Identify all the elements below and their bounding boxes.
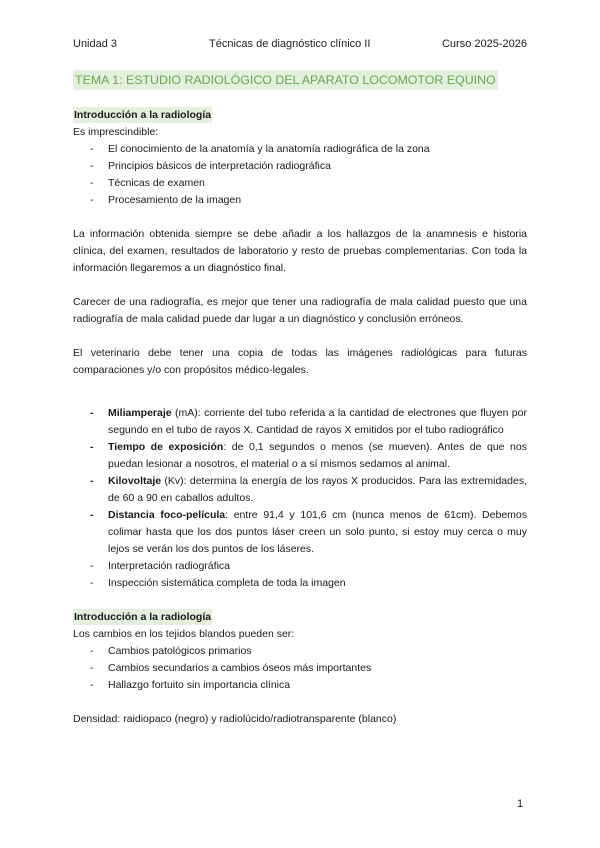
- exposure-factors-list: [73, 405, 527, 592]
- list-item: - Hallazgo fortuito sin importancia clínica: [73, 677, 527, 694]
- list-item: - Cambios secundarios a cambios óseos más importantes: [73, 660, 527, 677]
- dash-marker: -: [90, 679, 94, 691]
- list-item: - Principios básicos de interpretación radiográfica: [73, 158, 527, 175]
- soft-tissue-changes-list: [73, 643, 527, 694]
- document-title: TEMA 1: ESTUDIO RADIOLÓGICO DEL APARATO LOCOMOTOR EQUINO: [73, 70, 498, 90]
- list-item: - Cambios patológicos primarios: [73, 643, 527, 660]
- page-header: [73, 38, 527, 52]
- paragraph-quality: Carecer de una radiografía, es mejor que tener una radiografía de mala calidad puesto que una radiografía de mala calidad puede dar lugar a un diagnóstico y conclusión erróneos.: [73, 296, 527, 325]
- paragraph-information: La información obtenida siempre se debe añadir a los hallazgos de la anamnesis e historia clínica, del examen, resultados de laboratorio y resto de pruebas complementarias. Con toda la información llegaremos a un diagnóstico final.: [73, 228, 527, 274]
- paragraph-copies: El veterinario debe tener una copia de todas las imágenes radiológicas para futuras comparaciones y/o con propósitos médico-legales.: [73, 347, 527, 376]
- dash-marker: -: [90, 577, 94, 589]
- list-item: - Procesamiento de la imagen: [73, 192, 527, 209]
- document-body: [73, 107, 527, 728]
- list-item-inspeccion: - Inspección sistemática completa de toda la imagen: [73, 575, 527, 592]
- list-item-miliamperaje: - Miliamperaje (mA): corriente del tubo referida a la cantidad de electrones que fluyen por segundo en el tubo de rayos X. Cantidad de rayos X emitidos por el tubo radiográfico: [90, 407, 527, 436]
- dash-marker: -: [90, 560, 94, 572]
- page-number: 1: [517, 798, 524, 810]
- section-1-intro: Es imprescindible:: [73, 126, 159, 138]
- density-note: Densidad: raidiopaco (negro) y radiolúcido/radiotransparente (blanco): [73, 713, 397, 725]
- requirements-list: [73, 141, 527, 209]
- dash-marker: -: [90, 143, 94, 155]
- header-course: Curso 2025-2026: [441, 38, 527, 50]
- list-item-kilovoltaje: - Kilovoltaje (Kv): determina la energía de los rayos X producidos. Para las extremidades, de 60 a 90 en caballos adultos.: [90, 475, 527, 504]
- dash-marker: -: [90, 509, 94, 521]
- dash-marker: -: [90, 441, 94, 453]
- list-item-tiempo: - Tiempo de exposición: de 0,1 segundos o menos (se mueven). Antes de que nos puedan lesionar a nosotros, el material o a sí mismos sedamos al animal.: [90, 441, 527, 470]
- dash-marker: -: [90, 160, 94, 172]
- dash-marker: -: [90, 407, 94, 419]
- header-unit: Unidad 3: [73, 38, 118, 50]
- section-heading-2: Introducción a la radiología: [74, 611, 212, 623]
- dash-marker: -: [90, 645, 94, 657]
- list-item: - El conocimiento de la anatomía y la anatomía radiográfica de la zona: [73, 141, 527, 158]
- section-heading-1: Introducción a la radiología: [74, 109, 212, 121]
- header-subject: Técnicas de diagnóstico clínico II: [209, 38, 371, 50]
- dash-marker: -: [90, 194, 94, 206]
- list-item: - Técnicas de examen: [73, 175, 527, 192]
- dash-marker: -: [90, 475, 94, 487]
- dash-marker: -: [90, 177, 94, 189]
- list-item-interpretacion: - Interpretación radiográfica: [73, 558, 527, 575]
- section-2-intro: Los cambios en los tejidos blandos pueden ser:: [73, 628, 295, 640]
- list-item-distancia: - Distancia foco-película: entre 91,4 y 101,6 cm (nunca menos de 61cm). Debemos colimar hasta que los dos puntos láser creen un solo punto, si estoy muy cerca o muy lejos se verán los dos puntos de los láseres.: [90, 509, 527, 555]
- dash-marker: -: [90, 662, 94, 674]
